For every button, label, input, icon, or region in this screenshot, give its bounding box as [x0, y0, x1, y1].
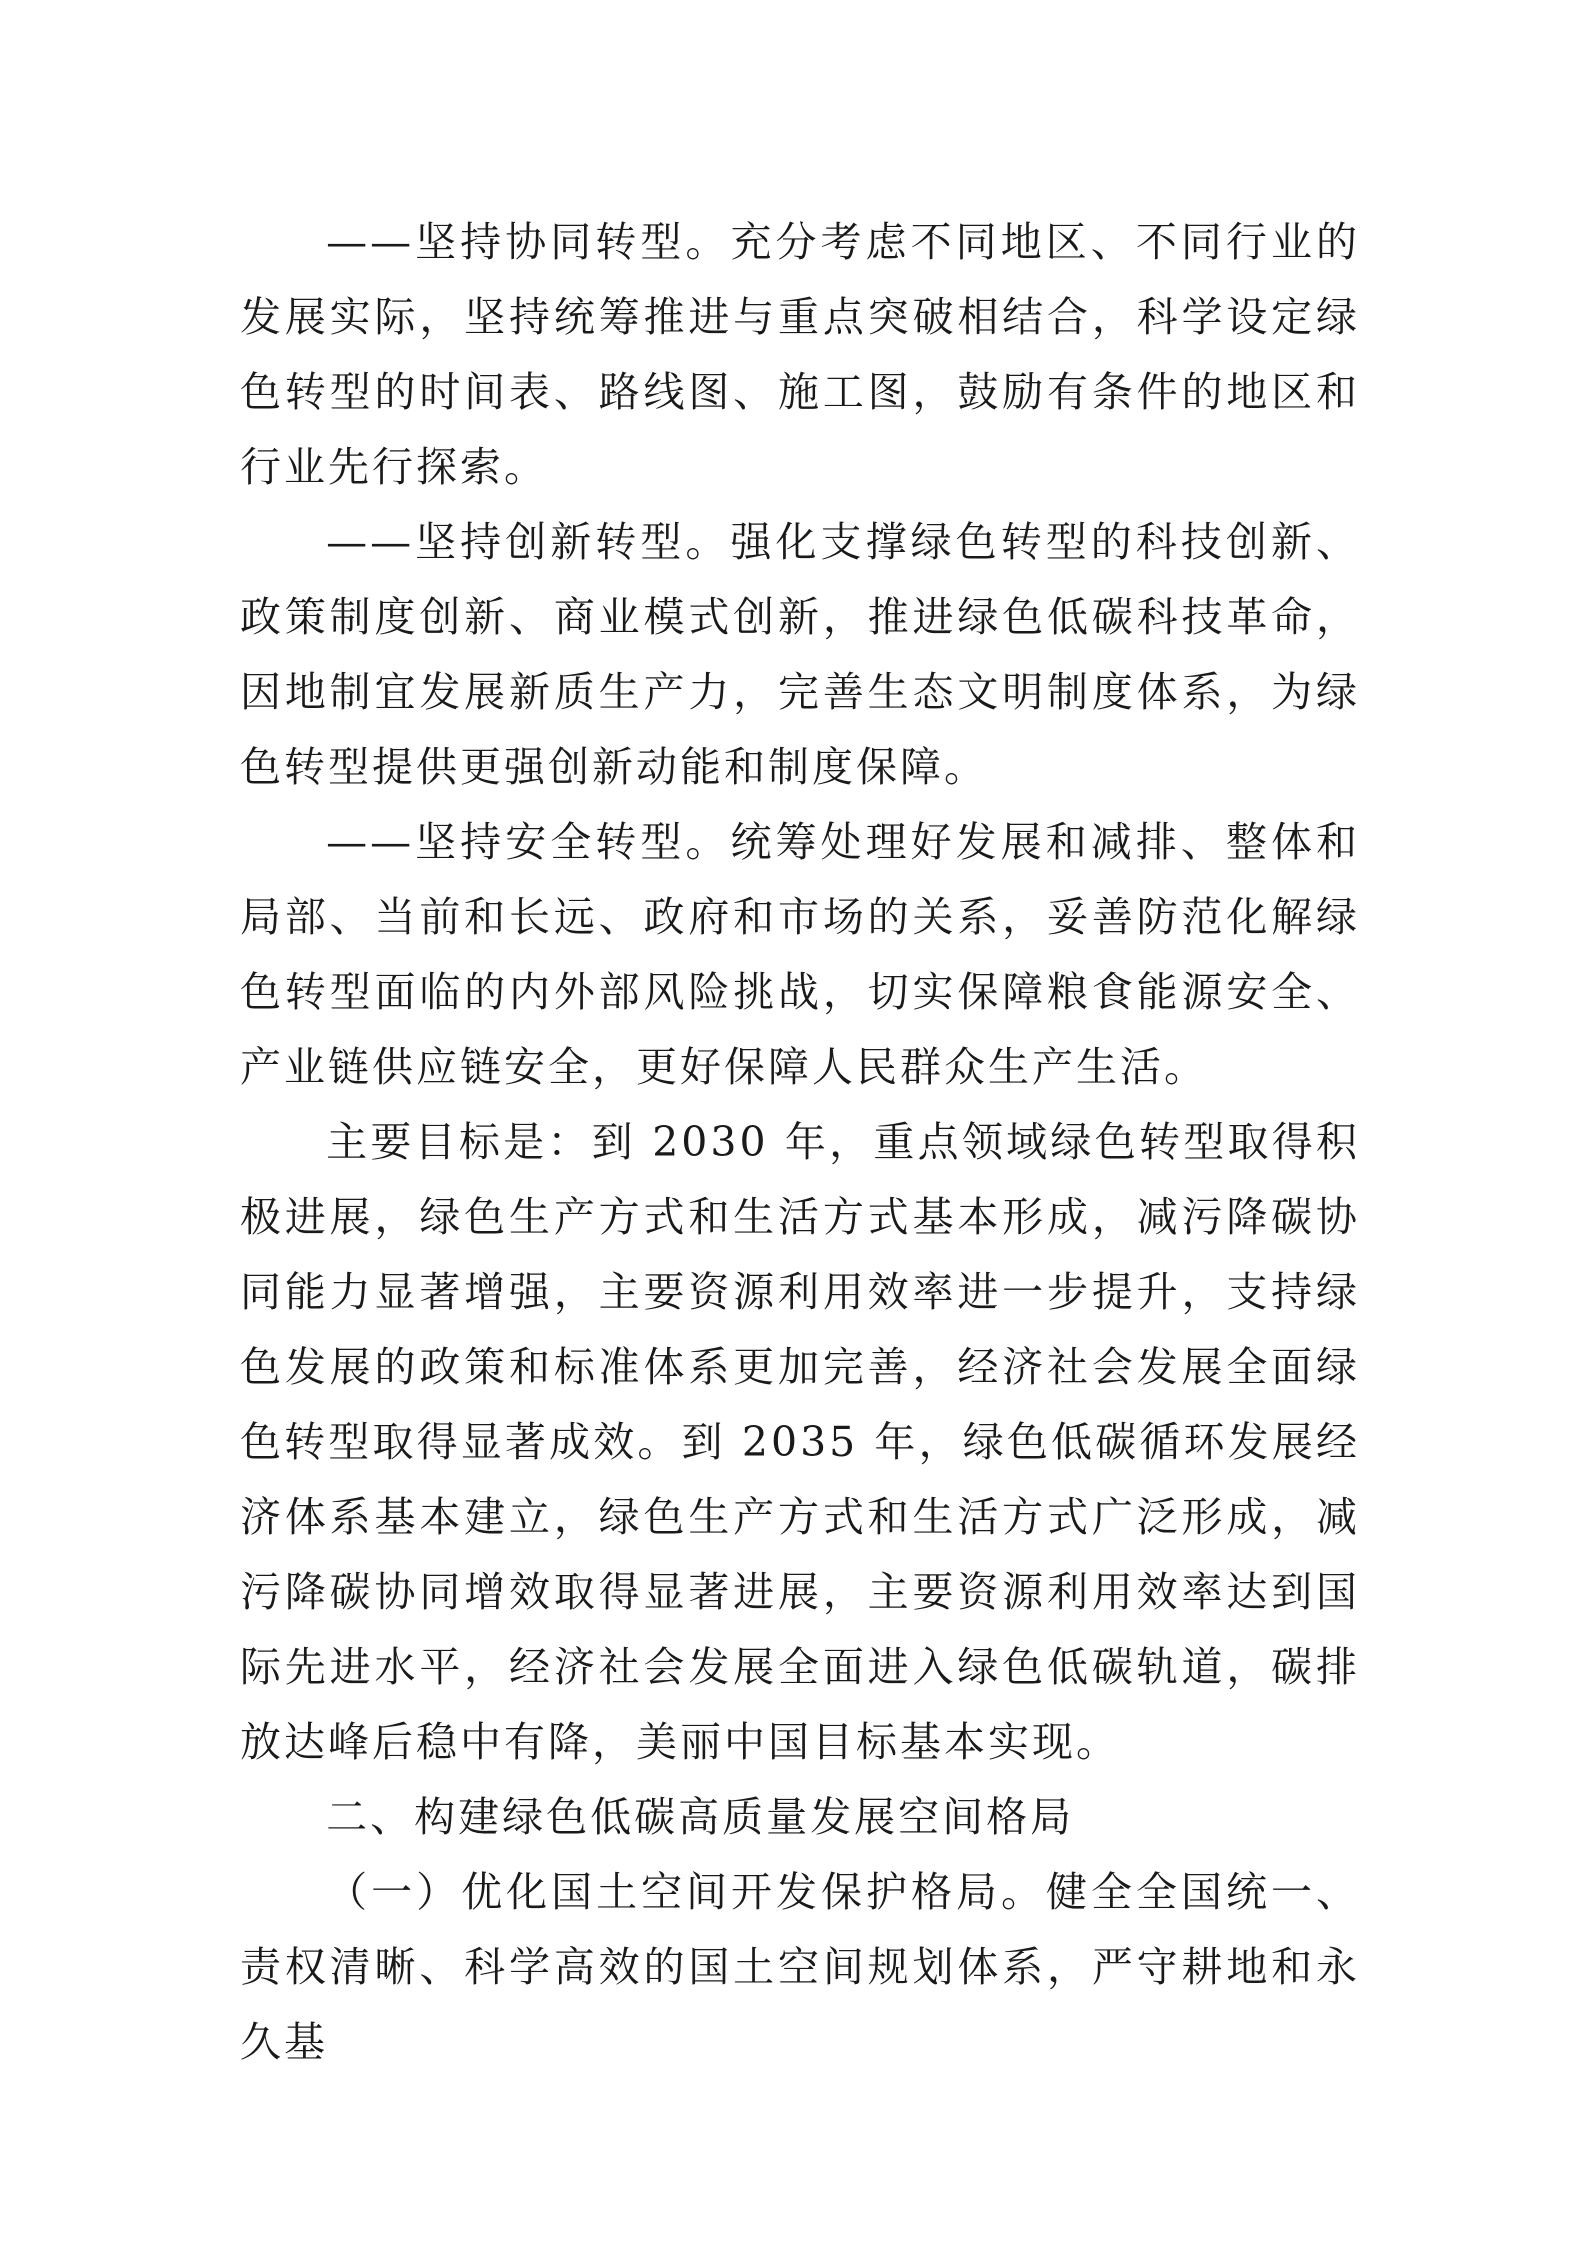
- paragraph-safe-transformation: ——坚持安全转型。统筹处理好发展和减排、整体和局部、当前和长远、政府和市场的关系，妥善防范化解绿色转型面临的内外部风险挑战，切实保障粮食能源安全、产业链供应链安全，更好保障人民群众生产生活。: [240, 818, 1360, 1091]
- section-heading-spatial-layout: 二、构建绿色低碳高质量发展空间格局: [326, 1793, 1075, 1841]
- document-body: [240, 205, 1360, 2080]
- paragraph-main-goals: 主要目标是：到 2030 年，重点领域绿色转型取得积极进展，绿色生产方式和生活方式基本形成，减污降碳协同能力显著增强，主要资源利用效率进一步提升，支持绿色发展的政策和标准体系更加完善，经济社会发展全面绿色转型取得显著成效。到 2035 年，绿色低碳循环发展经济体系基本建立，绿色生产方式和生活方式广泛形成，减污降碳协同增效取得显著进展，主要资源利用效率达到国际先进水平，经济社会发展全面进入绿色低碳轨道，碳排放达峰后稳中有降，美丽中国目标基本实现。: [240, 1118, 1360, 1766]
- paragraph-land-space-optimization: （一）优化国土空间开发保护格局。健全全国统一、责权清晰、科学高效的国土空间规划体系，严守耕地和永久基: [240, 1868, 1360, 2066]
- paragraph-coordinated-transformation: ——坚持协同转型。充分考虑不同地区、不同行业的发展实际，坚持统筹推进与重点突破相结合，科学设定绿色转型的时间表、路线图、施工图，鼓励有条件的地区和行业先行探索。: [240, 218, 1360, 491]
- paragraph-innovation-transformation: ——坚持创新转型。强化支撑绿色转型的科技创新、政策制度创新、商业模式创新，推进绿色低碳科技革命，因地制宜发展新质生产力，完善生态文明制度体系，为绿色转型提供更强创新动能和制度保障。: [240, 518, 1360, 791]
